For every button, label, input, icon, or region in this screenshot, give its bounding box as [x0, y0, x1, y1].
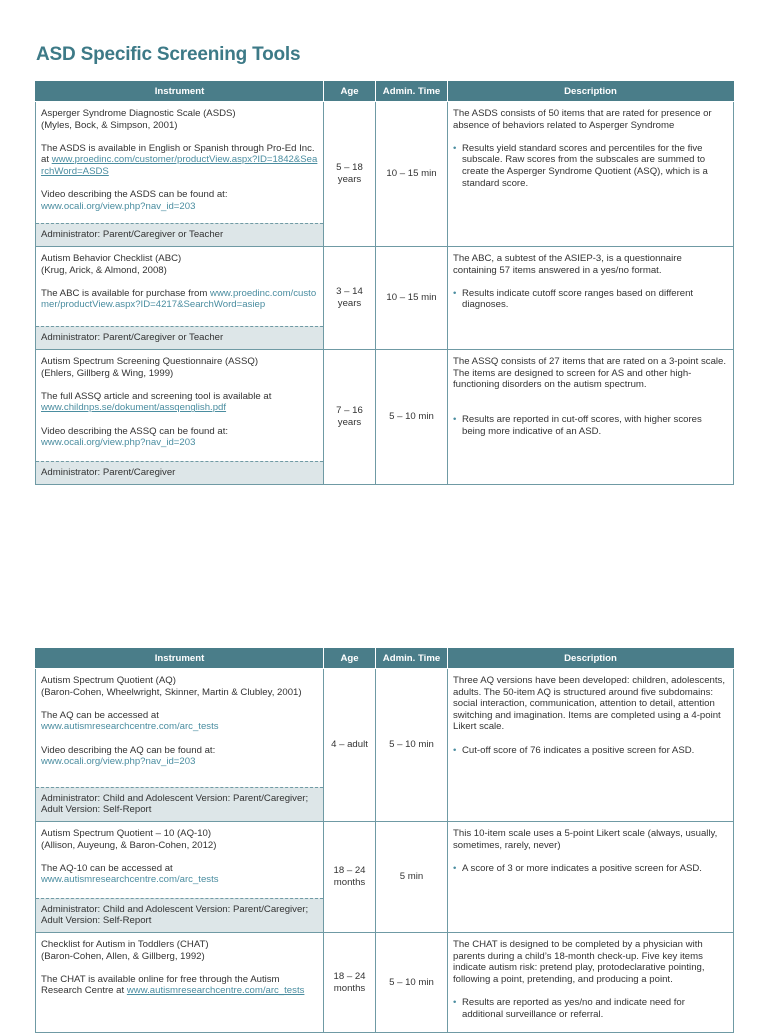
- description-bullet: [453, 414, 727, 437]
- description-bullet: [453, 288, 727, 311]
- header-admin-time: Admin. Time: [376, 82, 448, 102]
- administrator-info: Administrator: Parent/Caregiver or Teacher: [36, 326, 323, 349]
- screening-table-2: [35, 648, 734, 1033]
- age-cell: 4 – adult: [324, 669, 376, 822]
- bullet-text: Results are reported as yes/no and indicate need for additional surveillance or referral.: [462, 996, 685, 1020]
- description-bullet: [453, 143, 727, 189]
- bullet-text: Results yield standard scores and percentiles for the five subscale. Raw scores from the subscales are summed to create the Asperger Syndrome Quotient (ASQ), which is a standard score.: [462, 142, 708, 189]
- age-cell: 18 – 24 months: [324, 822, 376, 933]
- video-text: Video describing the ASSQ can be found at:: [41, 425, 229, 437]
- description-intro: The CHAT is designed to be completed by a physician with parents during a child’s 18-month check-up. Five key items indicate autism risk: pretend play, protodeclarative pointing, following a point, pretending, and producing a point.: [453, 939, 705, 985]
- admin-time-cell: 5 – 10 min: [376, 933, 448, 1033]
- availability-text: [41, 143, 318, 178]
- availability-link[interactable]: www.autismresearchcentre.com/arc_tests: [126, 985, 305, 997]
- bullet-icon: •: [453, 862, 457, 874]
- header-instrument: Instrument: [36, 82, 324, 102]
- header-age: Age: [324, 649, 376, 669]
- description-bullet: [453, 997, 727, 1020]
- availability-label: The full ASSQ article and screening tool is available at: [41, 390, 272, 402]
- description-bullet: [453, 863, 727, 875]
- admin-time-cell: 5 min: [376, 822, 448, 933]
- description-cell: [448, 247, 734, 350]
- video-link[interactable]: www.ocali.org/view.php?nav_id=203: [41, 200, 196, 212]
- availability-link[interactable]: www.autismresearchcentre.com/arc_tests: [41, 874, 219, 886]
- instrument-cell: [36, 933, 324, 1033]
- description-cell: [448, 669, 734, 822]
- availability-label: The AQ-10 can be accessed at: [41, 862, 173, 874]
- availability-link[interactable]: www.childnps.se/dokument/assqenglish.pdf: [41, 402, 227, 414]
- header-instrument: Instrument: [36, 649, 324, 669]
- header-age: Age: [324, 82, 376, 102]
- bullet-text: Cut-off score of 76 indicates a positive screen for ASD.: [462, 744, 695, 756]
- availability-link[interactable]: www.autismresearchcentre.com/arc_tests: [41, 721, 219, 733]
- instrument-cell: [36, 669, 324, 822]
- availability-text: [41, 974, 318, 997]
- instrument-cell: [36, 247, 324, 350]
- age-cell: 3 – 14 years: [324, 247, 376, 350]
- video-link[interactable]: www.ocali.org/view.php?nav_id=203: [41, 756, 196, 768]
- header-description: Description: [448, 649, 734, 669]
- description-cell: [448, 102, 734, 247]
- admin-time-cell: 5 – 10 min: [376, 350, 448, 485]
- bullet-text: Results indicate cutoff score ranges based on different diagnoses.: [462, 287, 694, 311]
- instrument-name: Checklist for Autism in Toddlers (CHAT): [41, 939, 209, 950]
- table-row: [36, 350, 734, 485]
- table-header-row: [36, 649, 734, 669]
- admin-time-cell: 10 – 15 min: [376, 247, 448, 350]
- table-row: [36, 933, 734, 1033]
- description-intro: The ASDS consists of 50 items that are rated for presence or absence of behaviors related to Asperger Syndrome: [453, 108, 712, 131]
- instrument-cell: [36, 350, 324, 485]
- header-description: Description: [448, 82, 734, 102]
- availability-label: The ABC is available for purchase from: [41, 287, 208, 299]
- instrument-authors: (Krug, Arick, & Almond, 2008): [41, 264, 167, 276]
- instrument-name: Autism Spectrum Quotient – 10 (AQ-10): [41, 828, 212, 839]
- age-cell: 18 – 24 months: [324, 933, 376, 1033]
- bullet-text: A score of 3 or more indicates a positive screen for ASD.: [462, 862, 702, 874]
- instrument-cell: [36, 822, 324, 933]
- bullet-icon: •: [453, 287, 457, 299]
- description-cell: [448, 822, 734, 933]
- description-intro: Three AQ versions have been developed: children, adolescents, adults. The 50-item AQ is structured around five subdomains: social interaction, communication, attention to detail, attention switching and imagination. Items are completed using a 4-point Likert scale.: [453, 675, 725, 733]
- table-row: [36, 822, 734, 933]
- instrument-name: Autism Spectrum Quotient (AQ): [41, 675, 176, 686]
- description-cell: [448, 933, 734, 1033]
- instrument-authors: (Ehlers, Gillberg & Wing, 1999): [41, 367, 174, 379]
- description-bullet: [453, 745, 727, 757]
- bullet-icon: •: [453, 413, 457, 425]
- administrator-info: Administrator: Parent/Caregiver: [36, 461, 323, 484]
- bullet-icon: •: [453, 996, 457, 1008]
- instrument-cell: [36, 102, 324, 247]
- page-title: ASD Specific Screening Tools: [36, 44, 301, 65]
- instrument-authors: (Baron-Cohen, Wheelwright, Skinner, Martin & Clubley, 2001): [41, 686, 302, 698]
- admin-time-cell: 5 – 10 min: [376, 669, 448, 822]
- table-row: [36, 669, 734, 822]
- bullet-icon: •: [453, 142, 457, 154]
- age-cell: 7 – 16 years: [324, 350, 376, 485]
- instrument-name: Asperger Syndrome Diagnostic Scale (ASDS): [41, 108, 236, 119]
- instrument-authors: (Myles, Bock, & Simpson, 2001): [41, 119, 178, 131]
- description-intro: The ASSQ consists of 27 items that are rated on a 3-point scale. The items are designed to screen for AS and other high-functioning disorders on the autism spectrum.: [453, 356, 727, 391]
- screening-table-1: [35, 81, 734, 485]
- administrator-info: Administrator: Child and Adolescent Version: Parent/Caregiver; Adult Version: Self-Report: [36, 787, 323, 821]
- video-text: Video describing the AQ can be found at:: [41, 744, 216, 756]
- video-text: Video describing the ASDS can be found at:: [41, 189, 228, 201]
- availability-link[interactable]: www.proedinc.com/customer/productView.aspx?ID=1842&SearchWord=ASDS: [41, 154, 318, 177]
- availability-label: The CHAT is available online for free through the Autism Research Centre at: [41, 973, 280, 997]
- bullet-text: Results are reported in cut-off scores, with higher scores being more indicative of an ASD.: [462, 413, 702, 437]
- administrator-info: Administrator: Parent/Caregiver or Teacher: [36, 223, 323, 246]
- bullet-icon: •: [453, 744, 457, 756]
- availability-label: The ASDS is available in English or Spanish through Pro-Ed Inc. at: [41, 142, 315, 166]
- table-row: [36, 102, 734, 247]
- description-intro: This 10-item scale uses a 5-point Likert scale (always, usually, sometimes, rarely, never): [453, 828, 718, 851]
- instrument-name: Autism Behavior Checklist (ABC): [41, 253, 182, 264]
- video-link[interactable]: www.ocali.org/view.php?nav_id=203: [41, 437, 196, 449]
- availability-text: [41, 288, 318, 311]
- availability-label: The AQ can be accessed at: [41, 709, 159, 721]
- administrator-info: Administrator: Child and Adolescent Version: Parent/Caregiver; Adult Version: Self-Report: [36, 898, 323, 932]
- description-intro: The ABC, a subtest of the ASIEP-3, is a questionnaire containing 57 items answered in a yes/no format.: [453, 253, 682, 276]
- availability-link[interactable]: www.proedinc.com/customer/productView.aspx?ID=4217&SearchWord=asiep: [41, 287, 317, 311]
- instrument-authors: (Allison, Auyeung, & Baron-Cohen, 2012): [41, 839, 217, 851]
- instrument-name: Autism Spectrum Screening Questionnaire (ASSQ): [41, 356, 259, 367]
- header-admin-time: Admin. Time: [376, 649, 448, 669]
- table-row: [36, 247, 734, 350]
- admin-time-cell: 10 – 15 min: [376, 102, 448, 247]
- table-header-row: [36, 82, 734, 102]
- age-cell: 5 – 18 years: [324, 102, 376, 247]
- description-cell: [448, 350, 734, 485]
- instrument-authors: (Baron-Cohen, Allen, & Gillberg, 1992): [41, 950, 205, 962]
